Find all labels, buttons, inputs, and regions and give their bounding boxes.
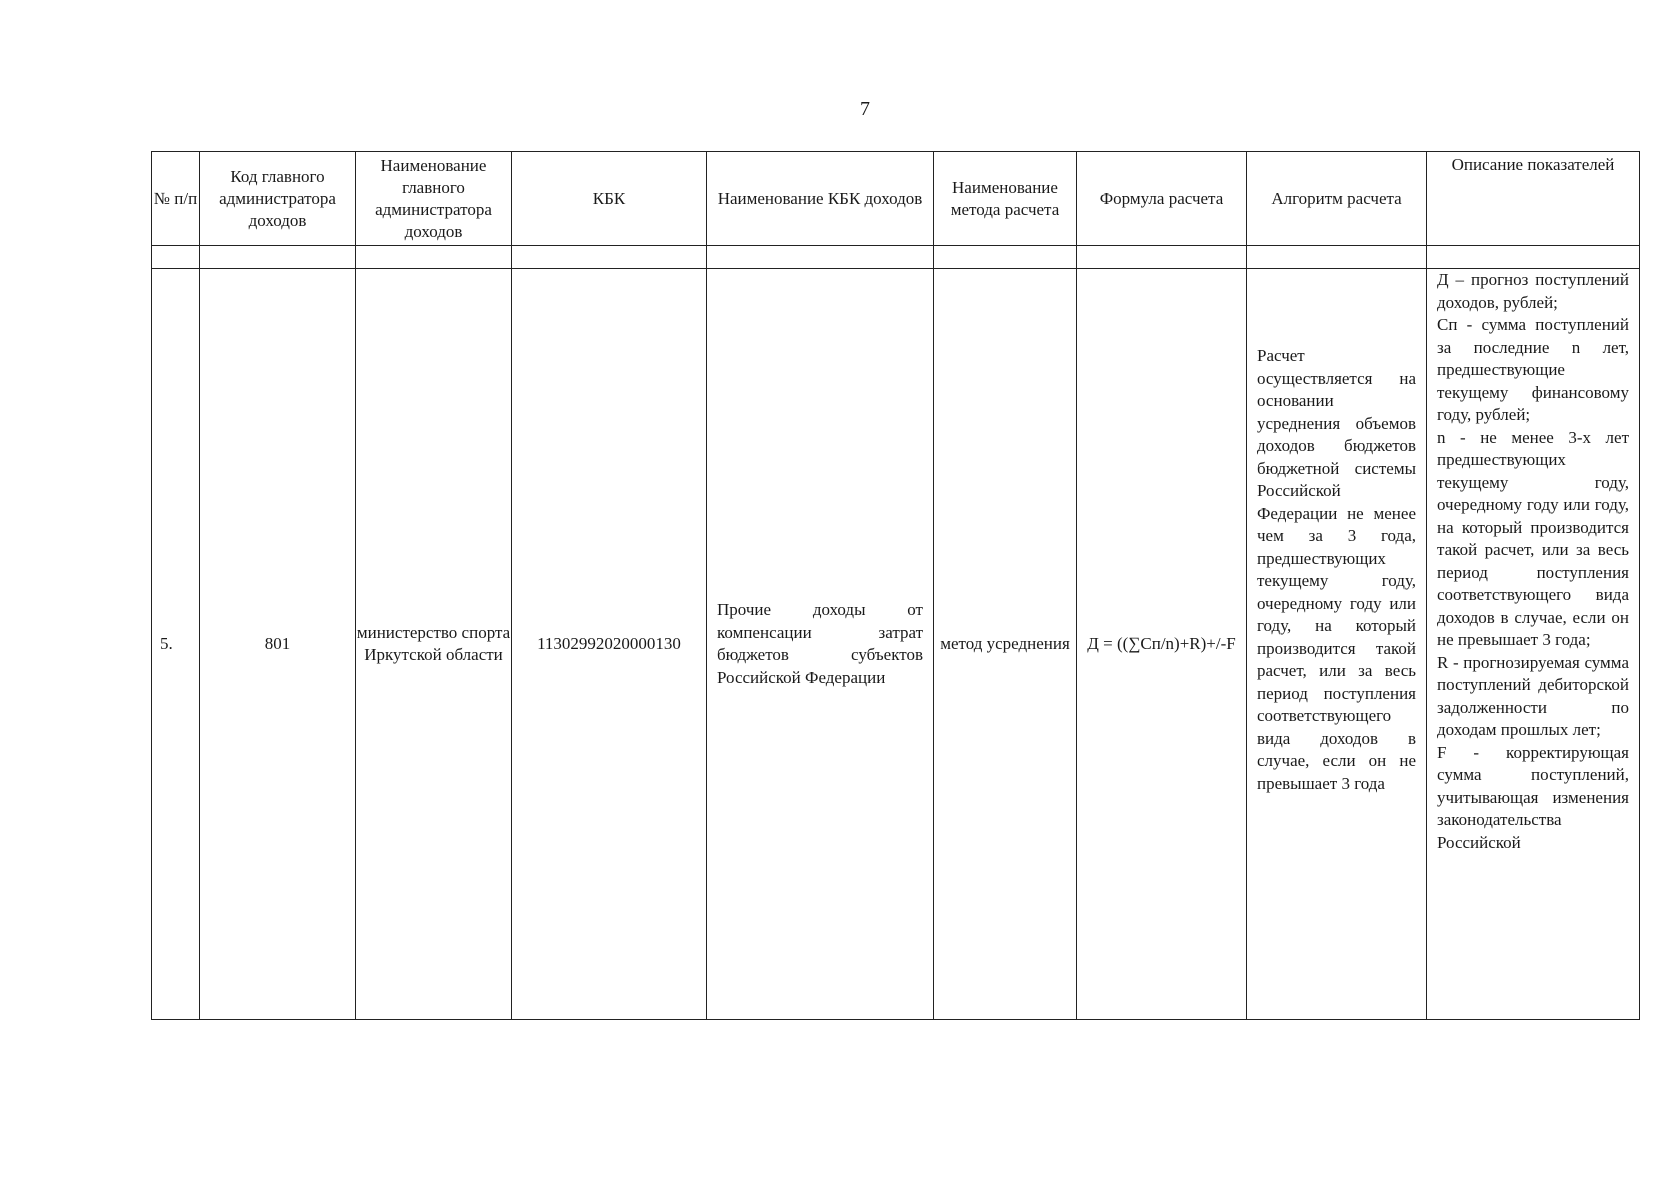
method-cell: метод усреднения bbox=[934, 269, 1077, 1020]
header-method: Наименование метода расчета bbox=[934, 152, 1077, 246]
header-description: Описание показателей bbox=[1427, 152, 1640, 246]
header-kbk: КБК bbox=[512, 152, 707, 246]
table-row bbox=[152, 269, 1640, 1020]
description-item-d: Д – прогноз поступлений доходов, рублей; bbox=[1437, 270, 1629, 312]
kbk-cell: 11302992020000130 bbox=[512, 269, 707, 1020]
admin-name-cell: министерство спорта Иркутской области bbox=[356, 269, 512, 1020]
description-item-f: F - корректирующая сумма поступлений, учитывающая изменения законодательства Российской bbox=[1437, 742, 1629, 852]
table-header-row bbox=[152, 152, 1640, 246]
separator-row bbox=[152, 246, 1640, 269]
revenue-forecast-table bbox=[151, 151, 1640, 1020]
admin-code-cell: 801 bbox=[200, 269, 356, 1020]
header-admin-code: Код главного администратора доходов bbox=[200, 152, 356, 246]
header-formula: Формула расчета bbox=[1077, 152, 1247, 246]
kbk-name-cell: Прочие доходы от компенсации затрат бюджетов субъектов Российской Федерации bbox=[707, 269, 934, 1020]
description-item-n: n - не менее 3-х лет предшествующих текущему году, очередному году или году, на который производится такой расчет, или за весь период поступления соответствующего вида доходов в случае, если он не превышает 3 года; bbox=[1437, 427, 1629, 649]
description-item-r: R - прогнозируемая сумма поступлений дебиторской задолженности по доходам прошлых лет; bbox=[1437, 652, 1629, 739]
row-number: 5. bbox=[152, 269, 200, 1020]
header-algorithm: Алгоритм расчета bbox=[1247, 152, 1427, 246]
description-cell bbox=[1427, 269, 1640, 1020]
header-admin-name: Наименование главного администратора доходов bbox=[356, 152, 512, 246]
formula-cell: Д = ((∑Сп/n)+R)+/-F bbox=[1077, 269, 1247, 1020]
header-kbk-name: Наименование КБК доходов bbox=[707, 152, 934, 246]
header-number: № п/п bbox=[152, 152, 200, 246]
description-item-sp: Сп - сумма поступлений за последние n лет, предшествующие текущему финансовому году, рублей; bbox=[1437, 315, 1629, 424]
algorithm-cell: Расчет осуществляется на основании усреднения объемов доходов бюджетов бюджетной системы Российской Федерации не менее чем за 3 года, предшествующих текущему году, очередному году или году, на который производится такой расчет, или за весь период поступления соответствующего вида доходов в случае, если он не превышает 3 года bbox=[1247, 269, 1427, 1020]
page-number: 7 bbox=[860, 98, 870, 120]
